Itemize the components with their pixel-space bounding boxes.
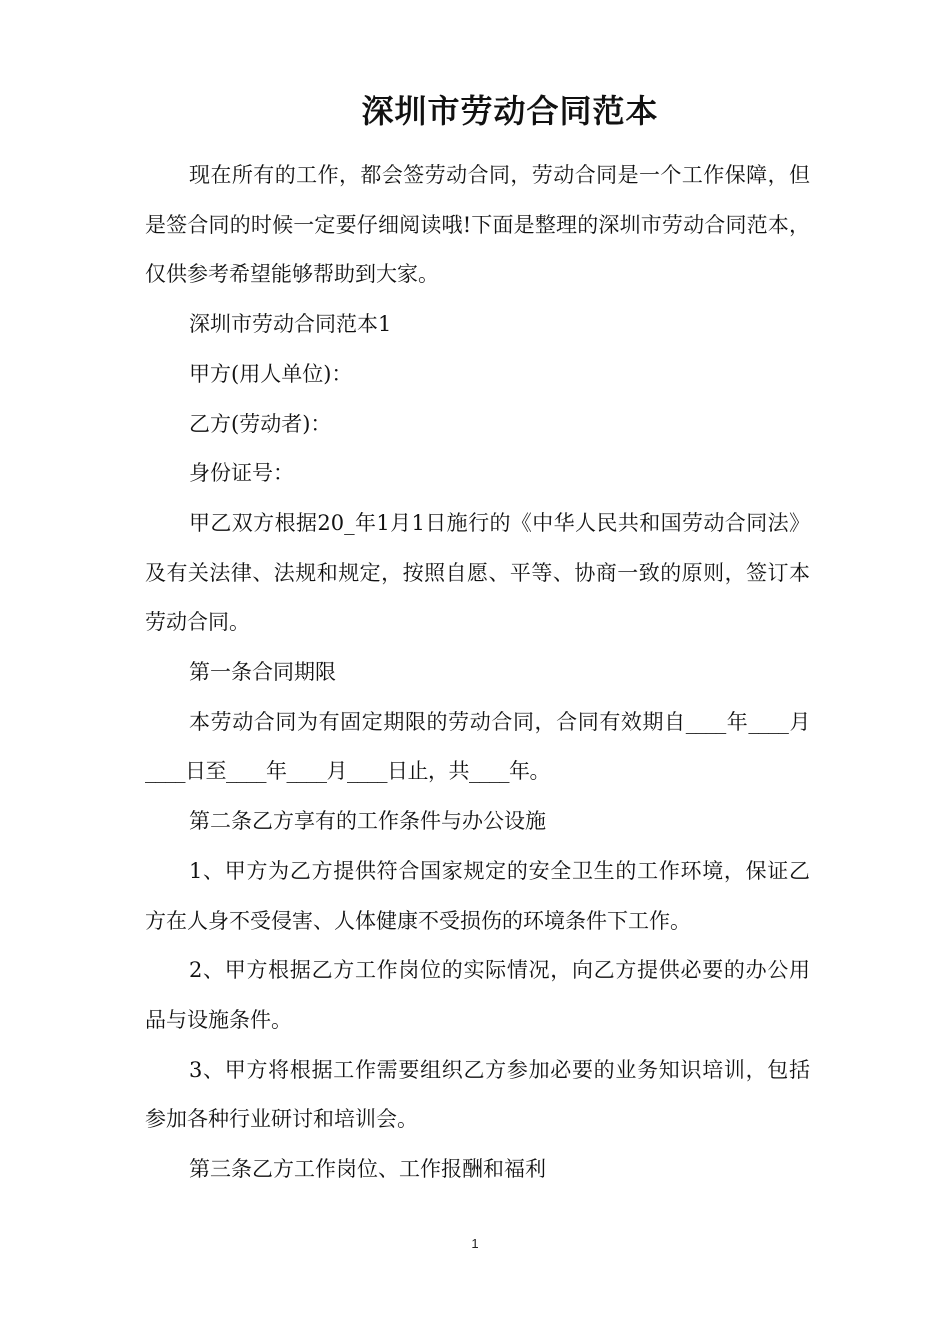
- legal-basis-paragraph: 甲乙双方根据20_年1月1日施行的《中华人民共和国劳动合同法》及有关法律、法规和规定，按照自愿、平等、协商一致的原则，签订本劳动合同。: [145, 510, 810, 635]
- article-2-item-3: 3、甲方将根据工作需要组织乙方参加必要的业务知识培训，包括参加各种行业研讨和培训会。: [145, 1057, 810, 1132]
- contract-term-paragraph: 本劳动合同为有固定期限的劳动合同，合同有效期自____年____月____日至____年____月____日止，共____年。: [145, 709, 810, 784]
- article-3-heading: 第三条乙方工作岗位、工作报酬和福利: [189, 1157, 546, 1182]
- document-title: 深圳市劳动合同范本: [361, 92, 659, 130]
- article-2-item-1: 1、甲方为乙方提供符合国家规定的安全卫生的工作环境，保证乙方在人身不受侵害、人体健康不受损伤的环境条件下工作。: [145, 858, 810, 933]
- page-number: 1: [471, 1236, 479, 1251]
- article-2-heading: 第二条乙方享有的工作条件与办公设施: [189, 809, 546, 834]
- party-a-line: 甲方(用人单位)：: [189, 361, 353, 386]
- party-b-line: 乙方(劳动者)：: [189, 411, 332, 436]
- intro-paragraph: 现在所有的工作，都会签劳动合同，劳动合同是一个工作保障，但是签合同的时候一定要仔细阅读哦!下面是整理的深圳市劳动合同范本，仅供参考希望能够帮助到大家。: [145, 163, 810, 287]
- document-body: [145, 151, 810, 1195]
- contract-heading: 深圳市劳动合同范本1: [189, 312, 392, 337]
- article-1-heading: 第一条合同期限: [189, 660, 336, 685]
- id-number-line: 身份证号：: [189, 461, 294, 486]
- article-2-item-2: 2、甲方根据乙方工作岗位的实际情况，向乙方提供必要的办公用品与设施条件。: [145, 958, 810, 1032]
